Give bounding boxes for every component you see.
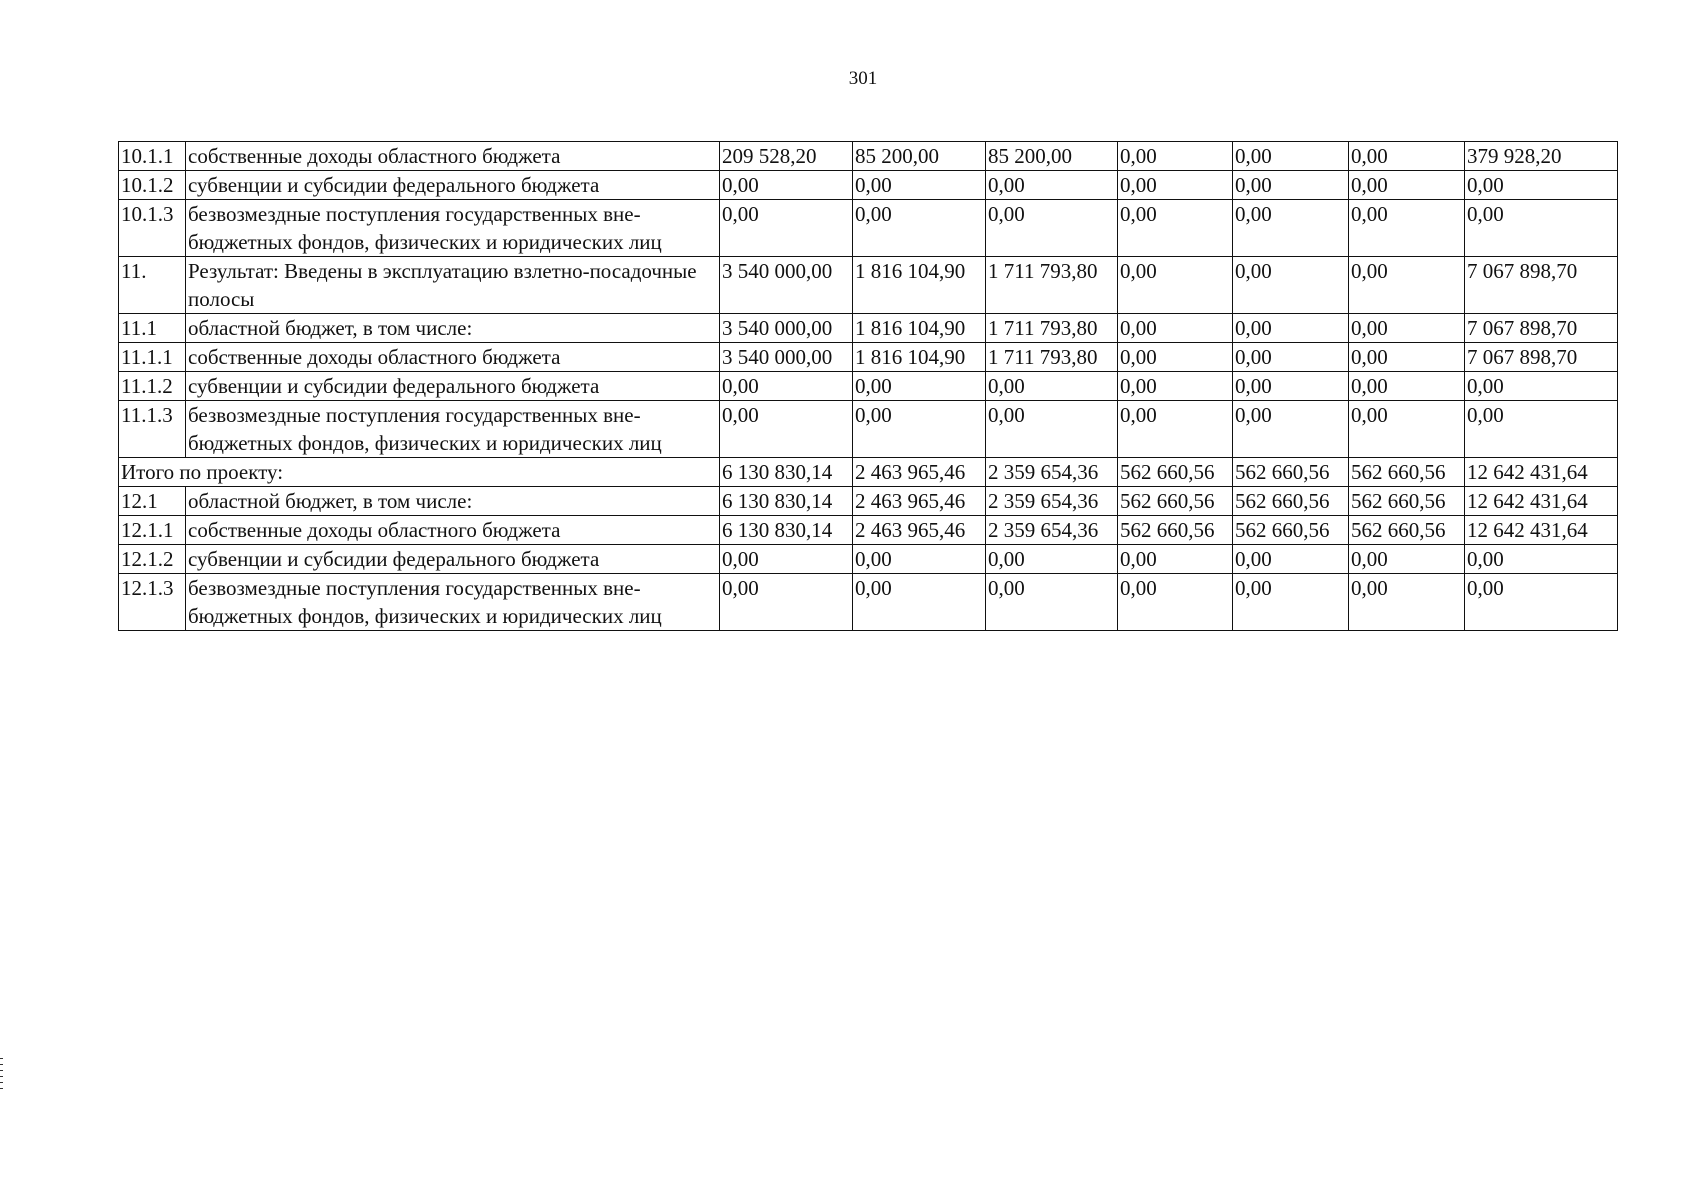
value-cell: 562 660,56 (1349, 487, 1465, 516)
value-cell: 0,00 (1233, 200, 1349, 257)
value-cell: 0,00 (853, 574, 986, 631)
table-total-row (119, 458, 1618, 487)
value-cell: 0,00 (1233, 574, 1349, 631)
table-row (119, 574, 1618, 631)
value-cell: 3 540 000,00 (720, 257, 853, 314)
value-cell: 0,00 (853, 372, 986, 401)
value-cell: 0,00 (986, 401, 1118, 458)
code-cell: 10.1.1 (119, 142, 186, 171)
value-cell: 7 067 898,70 (1465, 314, 1618, 343)
value-cell: 2 359 654,36 (986, 516, 1118, 545)
value-cell: 562 660,56 (1118, 458, 1233, 487)
value-cell: 12 642 431,64 (1465, 516, 1618, 545)
description-cell: собственные доходы областного бюджета (186, 142, 720, 171)
value-cell: 0,00 (1349, 401, 1465, 458)
page-number: 301 (848, 68, 878, 89)
value-cell: 0,00 (1118, 343, 1233, 372)
code-cell: 10.1.3 (119, 200, 186, 257)
value-cell: 0,00 (1233, 372, 1349, 401)
value-cell: 6 130 830,14 (720, 487, 853, 516)
value-cell: 6 130 830,14 (720, 458, 853, 487)
value-cell: 0,00 (1118, 372, 1233, 401)
value-cell: 0,00 (1465, 171, 1618, 200)
description-cell: собственные доходы областного бюджета (186, 516, 720, 545)
value-cell: 2 463 965,46 (853, 516, 986, 545)
code-cell: 12.1 (119, 487, 186, 516)
value-cell: 0,00 (1233, 401, 1349, 458)
code-cell: 11. (119, 257, 186, 314)
value-cell: 0,00 (1233, 142, 1349, 171)
code-cell: 11.1 (119, 314, 186, 343)
value-cell: 0,00 (1118, 257, 1233, 314)
code-cell: 12.1.2 (119, 545, 186, 574)
budget-table (118, 141, 1618, 631)
value-cell: 0,00 (720, 372, 853, 401)
value-cell: 562 660,56 (1118, 487, 1233, 516)
description-cell: безвозмездные поступления государственных вне-бюджетных фондов, физических и юридических лиц (186, 401, 720, 458)
value-cell: 0,00 (1349, 257, 1465, 314)
value-cell: 0,00 (853, 545, 986, 574)
value-cell: 562 660,56 (1118, 516, 1233, 545)
value-cell: 1 816 104,90 (853, 257, 986, 314)
value-cell: 1 711 793,80 (986, 343, 1118, 372)
value-cell: 0,00 (1349, 574, 1465, 631)
value-cell: 0,00 (853, 200, 986, 257)
value-cell: 0,00 (720, 200, 853, 257)
value-cell: 209 528,20 (720, 142, 853, 171)
value-cell: 0,00 (1349, 142, 1465, 171)
value-cell: 0,00 (1465, 372, 1618, 401)
description-cell: собственные доходы областного бюджета (186, 343, 720, 372)
value-cell: 85 200,00 (986, 142, 1118, 171)
value-cell: 0,00 (1349, 372, 1465, 401)
value-cell: 562 660,56 (1349, 458, 1465, 487)
value-cell: 1 711 793,80 (986, 257, 1118, 314)
value-cell: 2 359 654,36 (986, 458, 1118, 487)
value-cell: 0,00 (720, 574, 853, 631)
table-row (119, 314, 1618, 343)
description-cell: областной бюджет, в том числе: (186, 487, 720, 516)
code-cell: 11.1.1 (119, 343, 186, 372)
value-cell: 0,00 (1118, 200, 1233, 257)
description-cell: субвенции и субсидии федерального бюджета (186, 171, 720, 200)
value-cell: 1 816 104,90 (853, 314, 986, 343)
description-cell: областной бюджет, в том числе: (186, 314, 720, 343)
description-cell: безвозмездные поступления государственных вне-бюджетных фондов, физических и юридических лиц (186, 200, 720, 257)
table-row (119, 372, 1618, 401)
value-cell: 562 660,56 (1233, 458, 1349, 487)
value-cell: 0,00 (986, 200, 1118, 257)
value-cell: 0,00 (1465, 574, 1618, 631)
value-cell: 562 660,56 (1233, 487, 1349, 516)
value-cell: 2 359 654,36 (986, 487, 1118, 516)
value-cell: 0,00 (1118, 314, 1233, 343)
value-cell: 0,00 (986, 171, 1118, 200)
value-cell: 0,00 (1349, 314, 1465, 343)
table-row (119, 142, 1618, 171)
value-cell: 0,00 (1465, 545, 1618, 574)
value-cell: 0,00 (1118, 545, 1233, 574)
value-cell: 0,00 (1233, 545, 1349, 574)
value-cell: 379 928,20 (1465, 142, 1618, 171)
value-cell: 6 130 830,14 (720, 516, 853, 545)
table-row (119, 401, 1618, 458)
value-cell: 0,00 (720, 171, 853, 200)
table-row (119, 200, 1618, 257)
value-cell: 85 200,00 (853, 142, 986, 171)
value-cell: 0,00 (1233, 343, 1349, 372)
value-cell: 0,00 (1118, 171, 1233, 200)
code-cell: 10.1.2 (119, 171, 186, 200)
value-cell: 0,00 (986, 545, 1118, 574)
value-cell: 7 067 898,70 (1465, 257, 1618, 314)
value-cell: 0,00 (1349, 171, 1465, 200)
table-row (119, 516, 1618, 545)
value-cell: 1 711 793,80 (986, 314, 1118, 343)
table-row (119, 487, 1618, 516)
value-cell: 0,00 (853, 401, 986, 458)
value-cell: 3 540 000,00 (720, 343, 853, 372)
value-cell: 562 660,56 (1233, 516, 1349, 545)
code-cell: 12.1.1 (119, 516, 186, 545)
code-cell: 11.1.3 (119, 401, 186, 458)
value-cell: 0,00 (853, 171, 986, 200)
value-cell: 2 463 965,46 (853, 487, 986, 516)
value-cell: 0,00 (1118, 574, 1233, 631)
scan-margin-marks (0, 1058, 4, 1094)
code-cell: 12.1.3 (119, 574, 186, 631)
value-cell: 0,00 (1233, 171, 1349, 200)
table-row (119, 257, 1618, 314)
description-cell: субвенции и субсидии федерального бюджета (186, 372, 720, 401)
value-cell: 0,00 (720, 545, 853, 574)
description-cell: безвозмездные поступления государственных вне-бюджетных фондов, физических и юридических лиц (186, 574, 720, 631)
value-cell: 12 642 431,64 (1465, 487, 1618, 516)
value-cell: 0,00 (1118, 401, 1233, 458)
value-cell: 7 067 898,70 (1465, 343, 1618, 372)
value-cell: 0,00 (1233, 257, 1349, 314)
value-cell: 0,00 (1465, 401, 1618, 458)
description-cell: Результат: Введены в эксплуатацию взлетно-посадочные полосы (186, 257, 720, 314)
value-cell: 1 816 104,90 (853, 343, 986, 372)
value-cell: 0,00 (720, 401, 853, 458)
value-cell: 0,00 (1349, 200, 1465, 257)
table-row (119, 171, 1618, 200)
value-cell: 0,00 (1349, 545, 1465, 574)
value-cell: 2 463 965,46 (853, 458, 986, 487)
value-cell: 0,00 (986, 372, 1118, 401)
value-cell: 0,00 (986, 574, 1118, 631)
description-cell: субвенции и субсидии федерального бюджета (186, 545, 720, 574)
value-cell: 562 660,56 (1349, 516, 1465, 545)
value-cell: 3 540 000,00 (720, 314, 853, 343)
value-cell: 0,00 (1233, 314, 1349, 343)
value-cell: 0,00 (1349, 343, 1465, 372)
code-cell: 11.1.2 (119, 372, 186, 401)
value-cell: 12 642 431,64 (1465, 458, 1618, 487)
total-label-cell: Итого по проекту: (119, 458, 720, 487)
table-row (119, 343, 1618, 372)
table-row (119, 545, 1618, 574)
value-cell: 0,00 (1465, 200, 1618, 257)
value-cell: 0,00 (1118, 142, 1233, 171)
